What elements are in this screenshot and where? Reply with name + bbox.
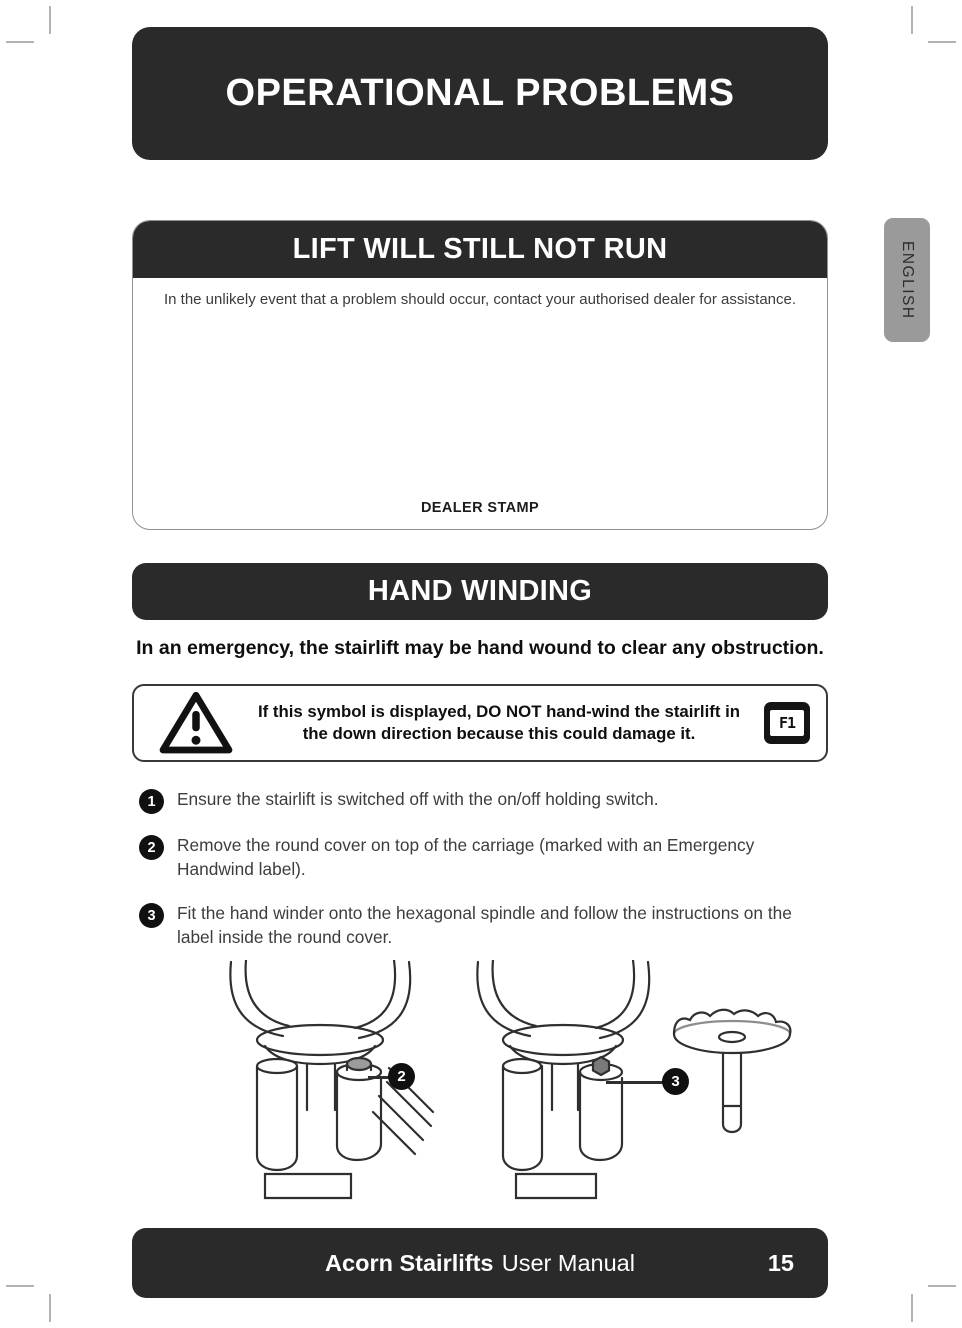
warning-box: [132, 684, 828, 762]
hand-winding-title: HAND WINDING: [367, 575, 593, 607]
language-tab: [884, 218, 930, 342]
lift-not-run-body: In the unlikely event that a problem should occur, contact your authorised dealer for assistance.: [163, 291, 797, 308]
error-code-display-icon: [764, 702, 810, 744]
error-code-value: F1: [770, 710, 804, 736]
step-item-2: [139, 834, 825, 881]
lift-not-run-section: [132, 220, 828, 530]
warning-triangle-icon: [158, 690, 234, 756]
footer-bar: [132, 1228, 828, 1298]
step-number-badge: 3: [139, 903, 164, 928]
crop-mark: [911, 6, 913, 34]
step-item-3: [139, 902, 825, 949]
lift-not-run-header: [133, 221, 827, 278]
page-number: 15: [767, 1249, 794, 1276]
crop-mark: [911, 1294, 913, 1322]
crop-mark: [49, 6, 51, 34]
step-text: Ensure the stairlift is switched off with the on/off holding switch.: [177, 789, 659, 809]
step-number-badge: 1: [139, 789, 164, 814]
crop-mark: [6, 41, 34, 43]
step-item-1: [139, 788, 825, 814]
footer-brand: Acorn Stairlifts: [325, 1249, 494, 1276]
page-title-banner: [132, 27, 828, 160]
figure-callout-badge: 3: [662, 1068, 689, 1095]
crop-mark: [6, 1285, 34, 1287]
crop-mark: [49, 1294, 51, 1322]
step-number-badge: 2: [139, 835, 164, 860]
warning-text: If this symbol is displayed, DO NOT hand-wind the stairlift in the down direction because this could damage it.: [257, 701, 741, 743]
hand-winding-intro: In an emergency, the stairlift may be hand wound to clear any obstruction.: [136, 637, 824, 659]
language-tab-label: ENGLISH: [899, 240, 916, 320]
callout-leader-line: [606, 1081, 666, 1084]
page-title: OPERATIONAL PROBLEMS: [225, 72, 735, 114]
footer-title: [325, 1250, 635, 1277]
figure-callout-badge: 2: [388, 1063, 415, 1090]
step-text: Remove the round cover on top of the carriage (marked with an Emergency Handwind label).: [177, 835, 755, 879]
crop-mark: [928, 1285, 956, 1287]
hand-winding-header: [132, 563, 828, 620]
lift-not-run-title: LIFT WILL STILL NOT RUN: [292, 233, 668, 265]
dealer-stamp-label: DEALER STAMP: [420, 500, 540, 516]
step-text: Fit the hand winder onto the hexagonal spindle and follow the instructions on the label inside the round cover.: [177, 903, 792, 947]
footer-manual-label: User Manual: [501, 1249, 635, 1276]
crop-mark: [928, 41, 956, 43]
